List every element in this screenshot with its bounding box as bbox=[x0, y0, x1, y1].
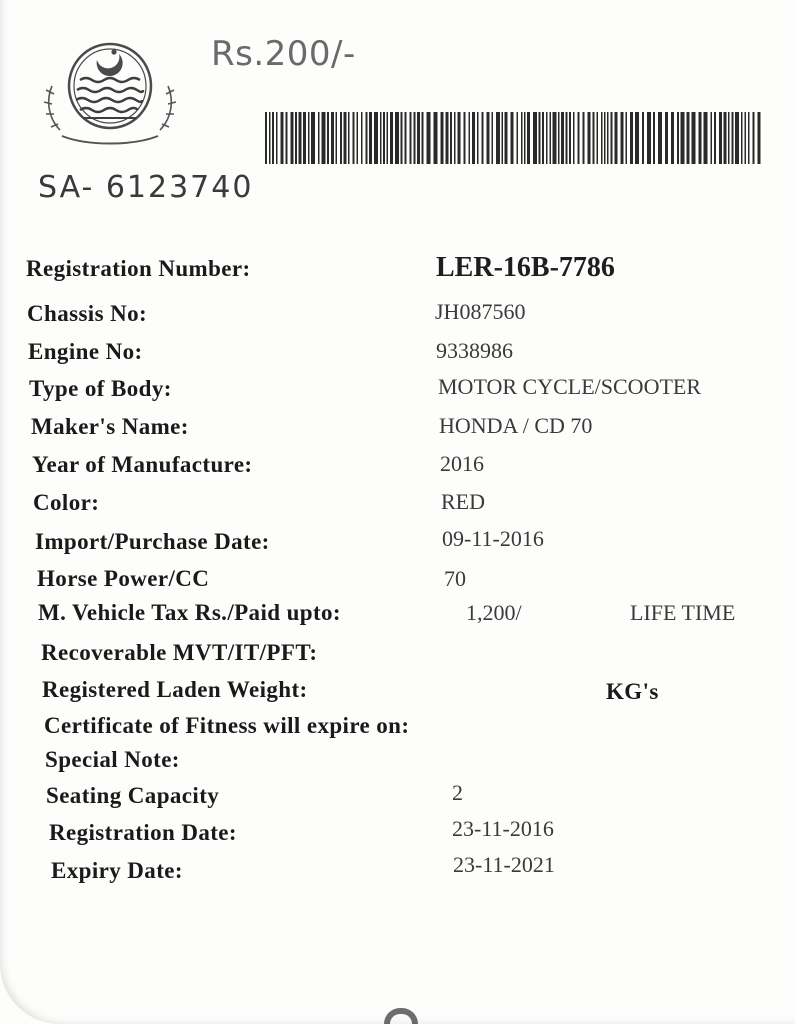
year-of-manufacture-value: 2016 bbox=[440, 451, 484, 476]
barcode-bar bbox=[711, 112, 713, 164]
barcode-bar bbox=[753, 112, 755, 164]
barcode-bar bbox=[671, 112, 674, 164]
barcode-bar bbox=[269, 112, 271, 164]
barcode-icon bbox=[265, 112, 762, 164]
hologram-edge-mark bbox=[384, 1008, 418, 1024]
barcode-bar bbox=[517, 112, 519, 164]
barcode-bar bbox=[318, 112, 320, 164]
barcode-bar bbox=[450, 112, 452, 164]
barcode-bar bbox=[745, 112, 747, 164]
import-purchase-date-label: Import/Purchase Date: bbox=[35, 529, 270, 554]
barcode-bar bbox=[569, 112, 571, 164]
barcode-bar bbox=[366, 112, 368, 164]
barcode-bar bbox=[387, 112, 389, 164]
barcode-bar bbox=[340, 112, 342, 164]
barcode-bar bbox=[677, 112, 679, 164]
barcode-bar bbox=[527, 112, 530, 164]
barcode-bar bbox=[573, 112, 575, 164]
barcode-bar bbox=[521, 112, 523, 164]
makers-name-label: Maker's Name: bbox=[31, 414, 189, 439]
makers-name-value: HONDA / CD 70 bbox=[439, 413, 593, 438]
barcode-bar bbox=[601, 112, 603, 164]
barcode-bar bbox=[454, 112, 456, 164]
barcode-bar bbox=[658, 112, 662, 164]
barcode-bar bbox=[299, 112, 302, 164]
barcode-bar bbox=[653, 112, 655, 164]
barcode-bar bbox=[719, 112, 722, 164]
seating-capacity-label: Seating Capacity bbox=[46, 783, 220, 808]
barcode-bar bbox=[336, 112, 338, 164]
barcode-bar bbox=[464, 112, 466, 164]
barcode-bar bbox=[405, 112, 407, 164]
barcode-bar bbox=[741, 112, 743, 164]
barcode-bar bbox=[331, 112, 334, 164]
barcode-bar bbox=[724, 112, 727, 164]
barcode-bar bbox=[348, 112, 350, 164]
barcode-bar bbox=[687, 112, 690, 164]
barcode-bar bbox=[395, 112, 399, 164]
barcode-bar bbox=[446, 112, 449, 164]
barcode-bar bbox=[380, 112, 382, 164]
barcode-bar bbox=[410, 112, 412, 164]
barcode-bar bbox=[642, 112, 644, 164]
barcode-bar bbox=[647, 112, 651, 164]
chassis-no-value: JH087560 bbox=[435, 299, 526, 324]
barcode-bar bbox=[357, 112, 359, 164]
stamp-price: Rs.200/- bbox=[211, 34, 356, 74]
color-label: Color: bbox=[33, 490, 100, 515]
barcode-bar bbox=[748, 112, 750, 164]
year-of-manufacture-label: Year of Manufacture: bbox=[32, 452, 253, 477]
barcode-bar bbox=[369, 112, 372, 164]
barcode-bar bbox=[487, 112, 490, 164]
barcode-bar bbox=[482, 112, 484, 164]
barcode-bar bbox=[361, 112, 363, 164]
barcode-bar bbox=[758, 112, 761, 164]
barcode-bar bbox=[281, 112, 284, 164]
engine-no-value: 9338986 bbox=[436, 338, 513, 363]
barcode-bar bbox=[472, 112, 475, 164]
expiry-date-value: 23-11-2021 bbox=[453, 852, 555, 877]
laden-weight-unit: KG's bbox=[606, 679, 659, 704]
barcode-bar bbox=[322, 112, 326, 164]
barcode-bar bbox=[477, 112, 479, 164]
barcode-bar bbox=[469, 112, 471, 164]
type-of-body-label: Type of Body: bbox=[29, 376, 172, 401]
barcode-bar bbox=[353, 112, 355, 164]
barcode-bar bbox=[374, 112, 378, 164]
barcode-bar bbox=[583, 112, 585, 164]
barcode-bar bbox=[390, 112, 393, 164]
barcode-bar bbox=[550, 112, 552, 164]
barcode-bar bbox=[311, 112, 315, 164]
barcode-bar bbox=[607, 112, 609, 164]
barcode-bar bbox=[635, 112, 639, 164]
engine-no-label: Engine No: bbox=[28, 339, 143, 364]
barcode-bar bbox=[458, 112, 461, 164]
recoverable-mvt-label: Recoverable MVT/IT/PFT: bbox=[41, 640, 318, 665]
punjab-emblem-icon bbox=[42, 38, 178, 148]
registration-date-value: 23-11-2016 bbox=[452, 816, 554, 841]
barcode-bar bbox=[272, 112, 274, 164]
registration-number-label: Registration Number: bbox=[26, 256, 251, 281]
barcode-bar bbox=[344, 112, 347, 164]
barcode-bar bbox=[681, 112, 685, 164]
barcode-bar bbox=[303, 112, 306, 164]
barcode-bar bbox=[699, 112, 702, 164]
registration-date-label: Registration Date: bbox=[49, 820, 237, 845]
vehicle-tax-value: 1,200/ bbox=[466, 600, 522, 625]
barcode-bar bbox=[295, 112, 297, 164]
barcode-bar bbox=[524, 112, 526, 164]
barcode-bar bbox=[546, 112, 548, 164]
barcode-bar bbox=[511, 112, 514, 164]
barcode-bar bbox=[441, 112, 444, 164]
registration-number-value: LER-16B-7786 bbox=[436, 252, 615, 283]
barcode-bar bbox=[417, 112, 420, 164]
vehicle-tax-paid-upto: LIFE TIME bbox=[630, 600, 736, 625]
barcode-bar bbox=[630, 112, 633, 164]
barcode-bar bbox=[291, 112, 294, 164]
card-serial-number: SA- 6123740 bbox=[38, 170, 254, 205]
barcode-bar bbox=[327, 112, 329, 164]
barcode-bar bbox=[611, 112, 613, 164]
barcode-bar bbox=[558, 112, 560, 164]
barcode-bar bbox=[434, 112, 438, 164]
color-value: RED bbox=[441, 489, 485, 514]
barcode-bar bbox=[308, 112, 310, 164]
barcode-bar bbox=[496, 112, 500, 164]
barcode-bar bbox=[714, 112, 716, 164]
fitness-expiry-label: Certificate of Fitness will expire on: bbox=[44, 713, 410, 738]
barcode-bar bbox=[276, 112, 278, 164]
expiry-date-label: Expiry Date: bbox=[51, 858, 183, 883]
seating-capacity-value: 2 bbox=[452, 780, 463, 805]
barcode-bar bbox=[265, 112, 267, 164]
vehicle-tax-label: M. Vehicle Tax Rs./Paid upto: bbox=[38, 600, 341, 625]
barcode-bar bbox=[604, 112, 606, 164]
barcode-bar bbox=[597, 112, 599, 164]
barcode-bar bbox=[626, 112, 628, 164]
import-purchase-date-value: 09-11-2016 bbox=[442, 526, 544, 551]
type-of-body-value: MOTOR CYCLE/SCOOTER bbox=[438, 374, 702, 399]
chassis-no-label: Chassis No: bbox=[27, 301, 148, 326]
horse-power-cc-value: 70 bbox=[444, 566, 466, 591]
barcode-bar bbox=[665, 112, 668, 164]
special-note-label: Special Note: bbox=[45, 747, 180, 772]
barcode-bar bbox=[492, 112, 494, 164]
barcode-bar bbox=[553, 112, 557, 164]
barcode-bar bbox=[401, 112, 403, 164]
barcode-bar bbox=[533, 112, 537, 164]
laden-weight-label: Registered Laden Weight: bbox=[42, 677, 308, 702]
barcode-bar bbox=[414, 112, 416, 164]
barcode-bar bbox=[422, 112, 424, 164]
barcode-bar bbox=[502, 112, 504, 164]
barcode-bar bbox=[692, 112, 696, 164]
barcode-bar bbox=[286, 112, 288, 164]
barcode-bar bbox=[588, 112, 591, 164]
barcode-bar bbox=[728, 112, 730, 164]
barcode-bar bbox=[539, 112, 541, 164]
horse-power-cc-label: Horse Power/CC bbox=[37, 566, 210, 591]
barcode-bar bbox=[732, 112, 734, 164]
barcode-bar bbox=[615, 112, 618, 164]
barcode-bar bbox=[383, 112, 385, 164]
barcode-bar bbox=[561, 112, 564, 164]
barcode-bar bbox=[621, 112, 624, 164]
barcode-bar bbox=[427, 112, 431, 164]
barcode-bar bbox=[735, 112, 739, 164]
barcode-bar bbox=[566, 112, 568, 164]
barcode-bar bbox=[505, 112, 508, 164]
barcode-bar bbox=[578, 112, 580, 164]
barcode-bar bbox=[593, 112, 595, 164]
barcode-bar bbox=[704, 112, 708, 164]
barcode-bar bbox=[542, 112, 544, 164]
